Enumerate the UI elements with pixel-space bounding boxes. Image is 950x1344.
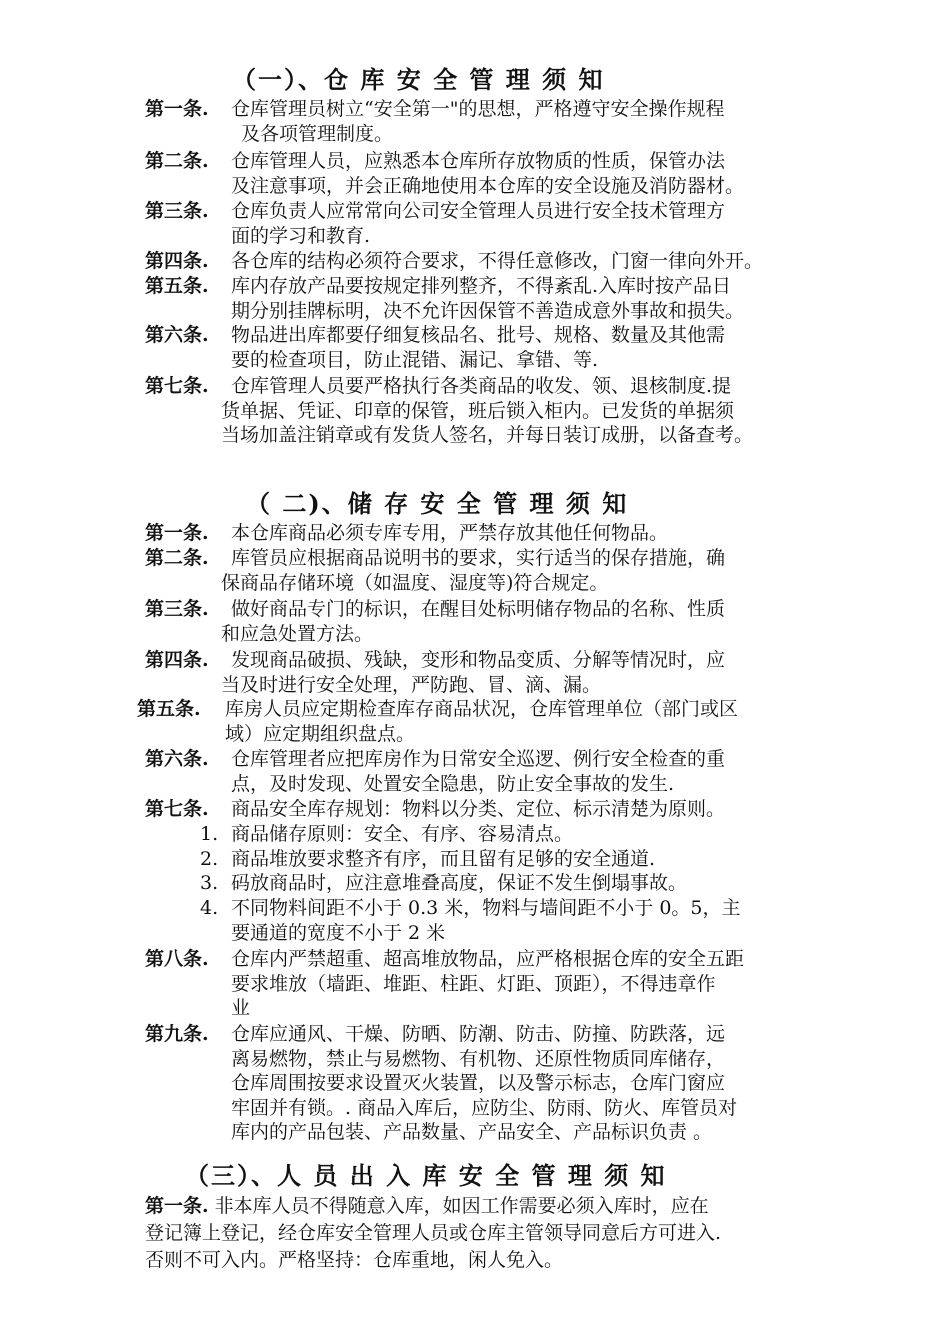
article-text-line: 仓库内严禁超重、超高堆放物品，应严格根据仓库的安全五距 <box>231 948 745 970</box>
article-text-line: 及注意事项，并会正确地使用本仓库的安全设施及消防器材。 <box>231 174 745 197</box>
article-text-line: 仓库负责人应常常向公司安全管理人员进行安全技术管理方 <box>231 200 726 222</box>
list-item-number: 4. <box>200 897 219 919</box>
article-label: 第八条. <box>145 948 209 970</box>
article-text-line: 库内存放产品要按规定排列整齐，不得紊乱.入库时按产品日 <box>231 275 732 297</box>
article-text-line: 发现商品破损、残缺，变形和物品变质、分解等情况时，应 <box>231 649 726 671</box>
article-text-line: 仓库管理员树立“安全第一"的思想，严格遵守安全操作规程 <box>231 98 725 120</box>
article-text-line: 要的检查项目，防止混错、漏记、拿错、等. <box>231 348 599 371</box>
article-label: 第一条. <box>145 522 209 544</box>
article-text-line: 牢固并有锁。. 商品入库后，应防尘、防雨、防火、库管员对 <box>231 1096 738 1119</box>
article-label: 第五条. <box>145 275 209 297</box>
article <box>145 747 815 796</box>
article <box>145 1193 825 1274</box>
article-text-line: 点，及时发现、处置安全隐患，防止安全事故的发生. <box>231 772 675 795</box>
article-text-line: 离易燃物，禁止与易燃物、有机物、还原性物质同库储存， <box>231 1047 726 1070</box>
article-text-line: 业 <box>231 997 251 1019</box>
article-label: 第九条. <box>145 1023 209 1045</box>
article-text-line: 当场加盖注销章或有发货人签名，并每日装订成册，以备查考。 <box>221 424 754 446</box>
list-item-text: 商品堆放要求整齐有序，而且留有足够的安全通道. <box>231 848 656 870</box>
article-text-line: 各仓库的结构必须符合要求，不得任意修改，门窗一律向外开。 <box>231 250 764 272</box>
article-text-line: 仓库管理人员要严格执行各类商品的收发、领、退核制度.提 <box>231 375 732 397</box>
article-label: 第四条. <box>145 649 209 671</box>
article-label: 第三条. <box>145 598 209 620</box>
article-text-line: 仓库周围按要求设置灭火装置，以及警示标志，仓库门窗应 <box>231 1072 726 1094</box>
article-text-line: 登记簿上登记，经仓库安全管理人员或仓库主管领导同意后方可进入. <box>145 1222 722 1244</box>
article <box>145 374 815 448</box>
article-text-line: 做好商品专门的标识，在醒目处标明储存物品的名称、性质 <box>231 598 726 620</box>
article-text-line: 库内的产品包装、产品数量、产品安全、产品标识负责 。 <box>231 1121 713 1143</box>
article-text-line: 保商品存储环境（如温度、湿度等)符合规定。 <box>221 571 609 594</box>
article-label: 第七条. <box>145 375 209 397</box>
article-label: 第二条. <box>145 547 209 569</box>
article-text-line: 商品安全库存规划：物料以分类、定位、标示清楚为原则。 <box>231 798 726 820</box>
article-label: 第六条. <box>145 748 209 770</box>
list-item-text: 要通道的宽度不小于 2 米 <box>231 921 446 944</box>
article-text-line: 库管员应根据商品说明书的要求，实行适当的保存措施，确 <box>231 547 726 569</box>
list-item <box>200 822 800 847</box>
article-label: 第一条. <box>145 98 209 120</box>
article-text-line: 仓库管理人员，应熟悉本仓库所存放物质的性质，保管办法 <box>231 150 726 172</box>
article-text-line: 库房人员应定期检查库存商品状况，仓库管理单位（部门或区 <box>225 698 739 720</box>
article-text-line: 仓库应通风、干燥、防晒、防潮、防击、防撞、防跌落，远 <box>231 1023 726 1045</box>
list-item <box>200 896 800 945</box>
article-text-line: 物品进出库都要仔细复核品名、批号、规格、数量及其他需 <box>231 324 726 346</box>
section-title-storage-safety: （ 二)、储 存 安 全 管 理 须 知 <box>246 489 629 518</box>
article-text-line: 和应急处置方法。 <box>221 622 374 645</box>
list-item-text: 码放商品时，应注意堆叠高度，保证不发生倒塌事故。 <box>231 872 688 894</box>
article <box>145 249 815 274</box>
list-item-text: 不同物料间距不小于 0.3 米，物料与墙间距不小于 0。5，主 <box>231 897 741 919</box>
article-label: 第六条. <box>145 324 209 346</box>
section-title-warehouse-safety: （一）、仓 库 安 全 管 理 须 知 <box>232 65 605 94</box>
article-text-line: 仓库管理者应把库房作为日常安全巡逻、例行安全检查的重 <box>231 748 726 770</box>
article-text-line: 面的学习和教育. <box>231 224 371 247</box>
article <box>145 947 815 1021</box>
article-label: 第四条. <box>145 250 209 272</box>
article <box>145 521 815 546</box>
article <box>137 697 817 746</box>
article <box>145 199 815 248</box>
article <box>145 648 815 697</box>
article-label: 第三条. <box>145 200 209 222</box>
article-text-line: 否则不可入内。严格坚持：仓库重地，闲人免入。 <box>145 1249 564 1271</box>
list-item <box>200 871 800 896</box>
article-label: 第七条. <box>145 798 209 820</box>
article-text-line: 及各项管理制度。 <box>241 122 394 145</box>
article-label: 第五条. <box>137 698 201 720</box>
list-item <box>200 847 800 872</box>
article-text-line: 域）应定期组织盘点。 <box>225 722 416 745</box>
article <box>145 274 815 323</box>
article-label: 第一条. <box>145 1195 209 1217</box>
article-text-line: 要求堆放（墙距、堆距、柱距、灯距、顶距），不得违章作 <box>231 972 716 995</box>
list-item-number: 1. <box>200 823 219 845</box>
article <box>145 597 815 646</box>
article-label: 第二条. <box>145 150 209 172</box>
article-text-line: 当及时进行安全处理，严防跑、冒、滴、漏。 <box>221 673 602 696</box>
article <box>145 546 815 595</box>
article <box>145 97 815 146</box>
section-title-personnel-access: （三）、人 员 出 入 库 安 全 管 理 须 知 <box>185 1161 667 1190</box>
article-text-line: 非本库人员不得随意入库，如因工作需要必须入库时，应在 <box>214 1195 709 1217</box>
article <box>145 1022 815 1145</box>
list-item-number: 3. <box>200 872 219 894</box>
article-text-line: 期分别挂牌标明，决不允许因保管不善造成意外事故和损失。 <box>231 299 745 322</box>
article-text-line: 本仓库商品必须专库专用，严禁存放其他任何物品。 <box>231 522 669 544</box>
article-text-line: 货单据、凭证、印章的保管，班后锁入柜内。已发货的单据须 <box>221 399 735 422</box>
article-first-line <box>145 1193 825 1220</box>
article <box>145 797 815 822</box>
article <box>145 149 815 198</box>
article <box>145 323 815 372</box>
list-item-text: 商品储存原则：安全、有序、容易清点。 <box>231 823 574 845</box>
list-item-number: 2. <box>200 848 219 870</box>
